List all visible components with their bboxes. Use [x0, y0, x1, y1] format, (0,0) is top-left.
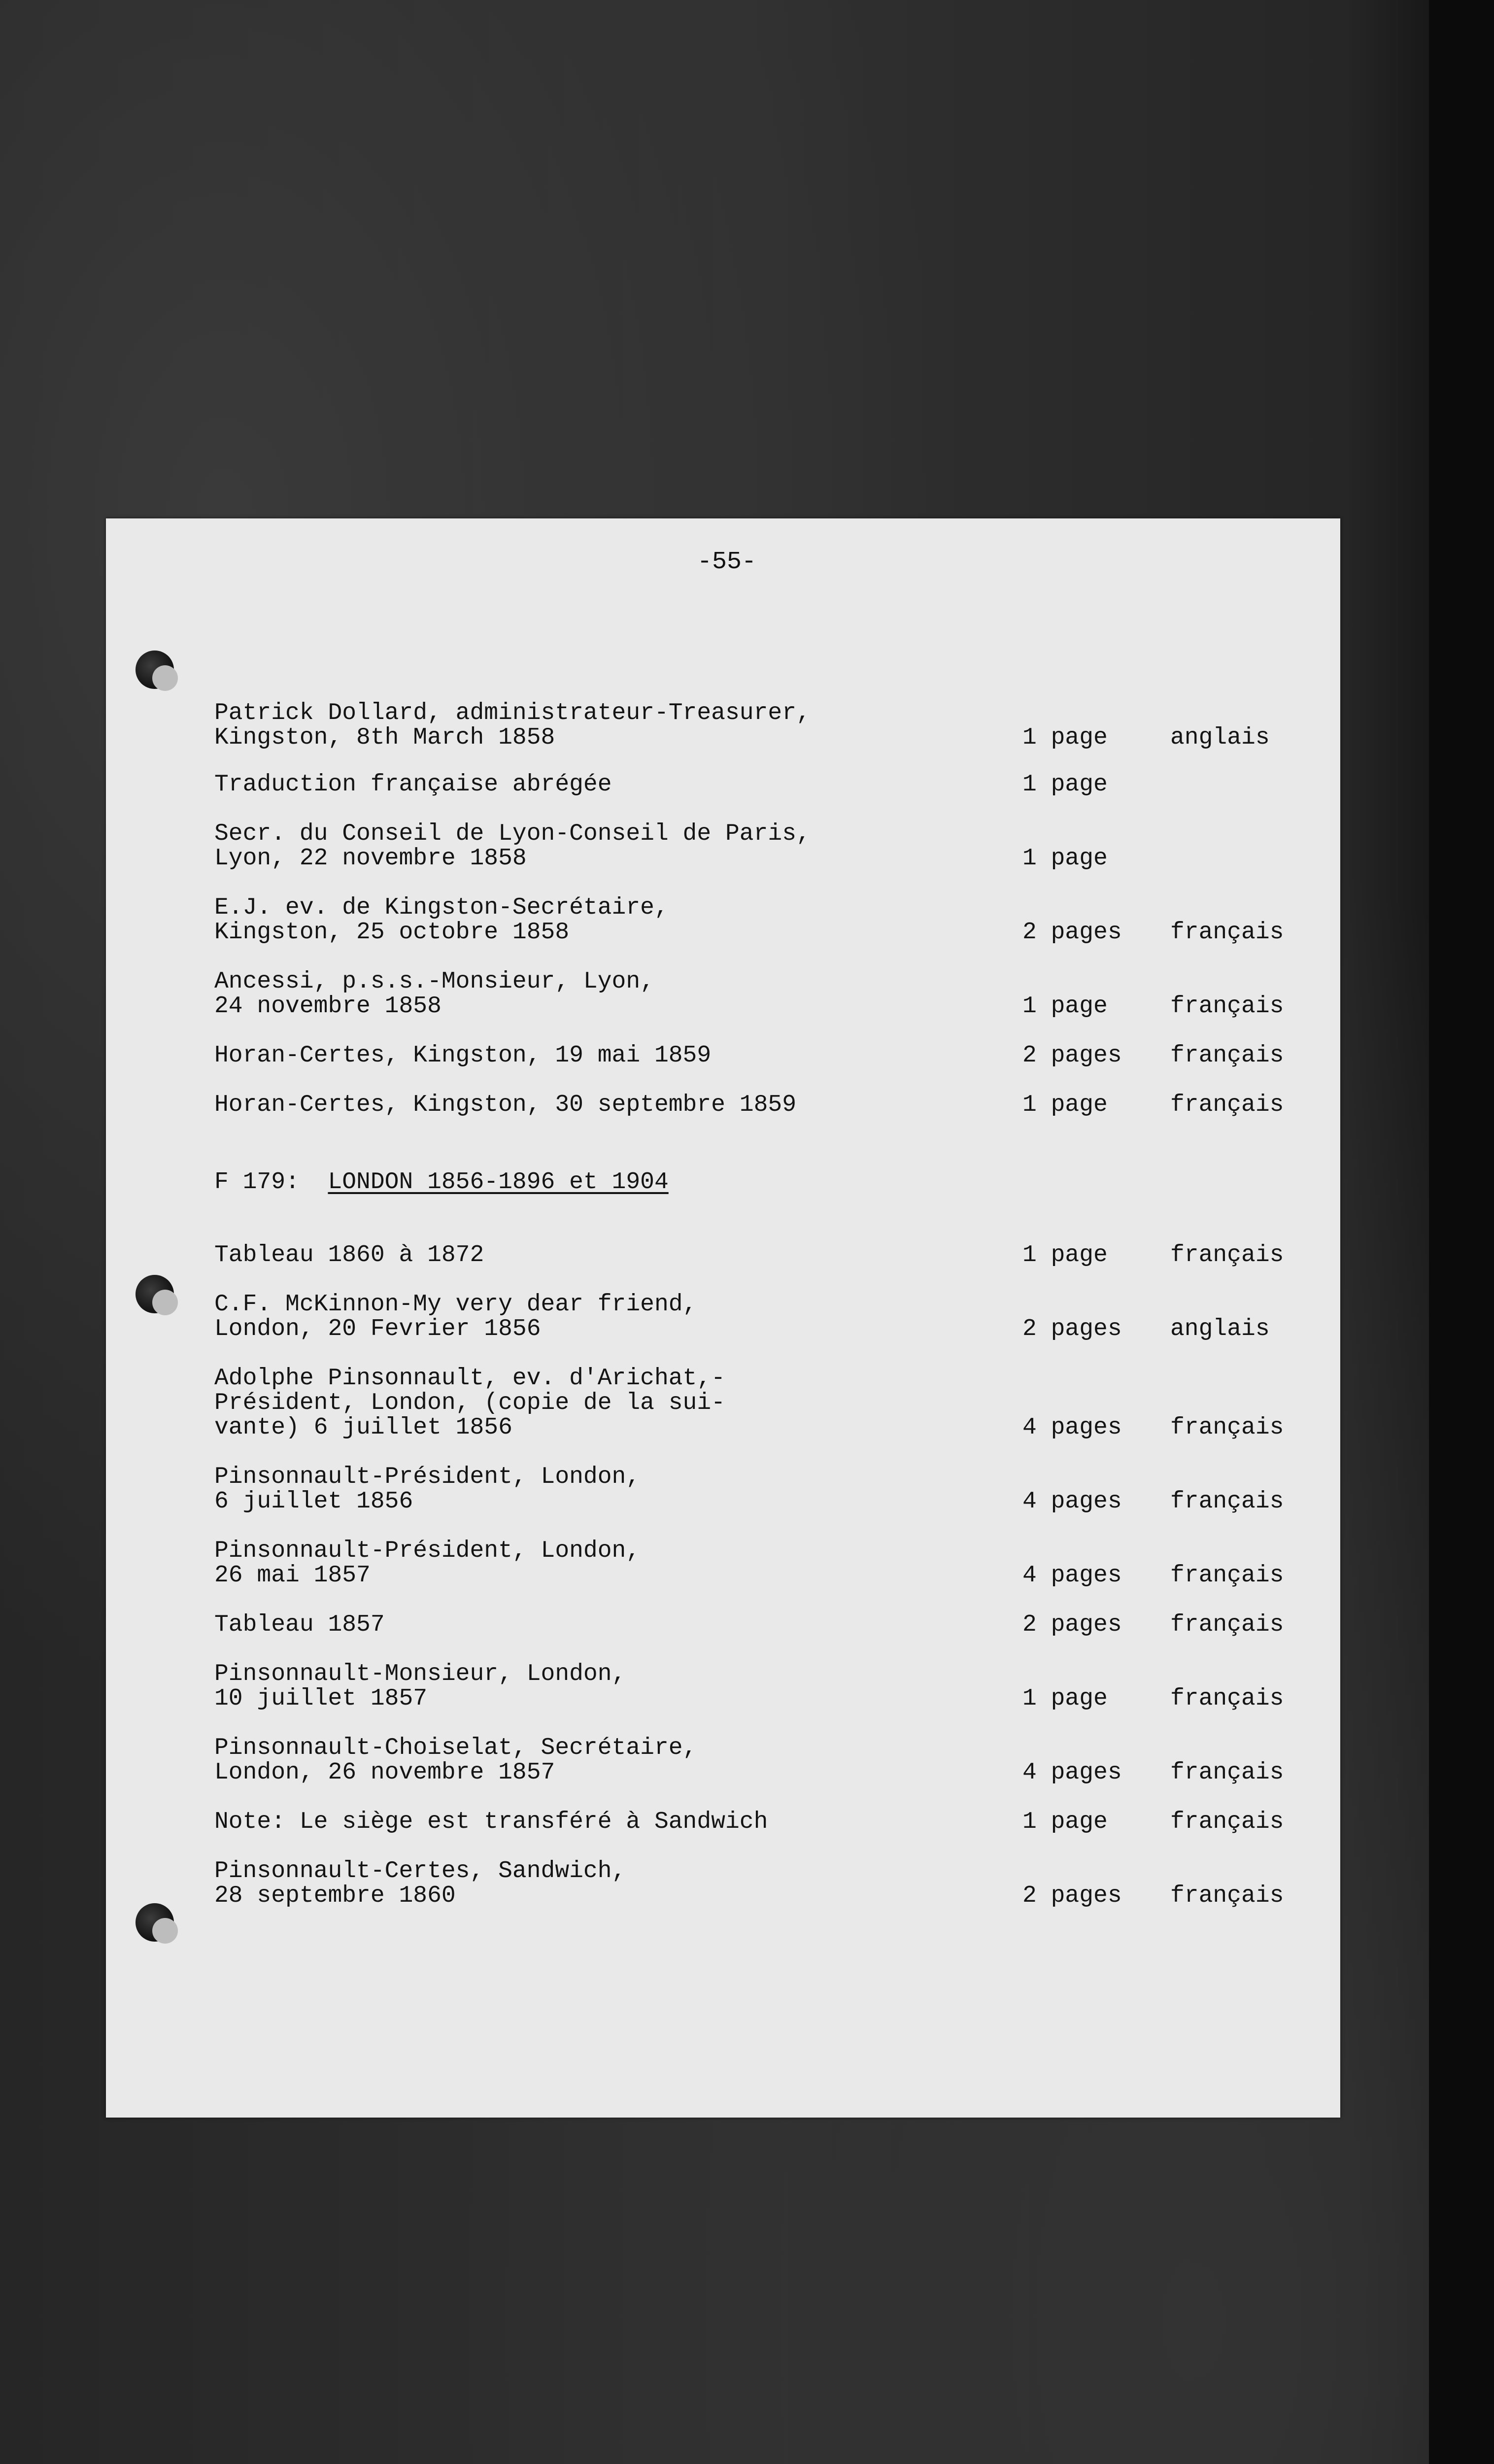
- section-title: LONDON 1856-1896 et 1904: [328, 1169, 669, 1196]
- list-item: [106, 1539, 1340, 1588]
- entry-line: Pinsonnault-Choiselat, Secrétaire,: [214, 1735, 697, 1761]
- entry-line: Pinsonnault-Certes, Sandwich,: [214, 1858, 626, 1884]
- entry-description: [214, 969, 929, 1019]
- entry-page-count: 4 pages: [1022, 1488, 1122, 1515]
- entry-line: 6 juillet 1856: [214, 1488, 413, 1515]
- entry-page-count: 1 page: [1022, 845, 1108, 872]
- entry-line: 26 mai 1857: [214, 1562, 371, 1589]
- entry-description: [214, 821, 929, 871]
- list-item: [106, 772, 1340, 797]
- entry-language: français: [1170, 1809, 1284, 1835]
- entries-list: [106, 518, 1340, 2118]
- entry-line: London, 26 novembre 1857: [214, 1759, 555, 1786]
- entry-line: Horan-Certes, Kingston, 19 mai 1859: [214, 1042, 712, 1069]
- entry-line: Traduction française abrégée: [214, 771, 612, 798]
- entry-language: français: [1170, 1611, 1284, 1638]
- entry-page-count: 1 page: [1022, 771, 1108, 798]
- entry-line: Ancessi, p.s.s.-Monsieur, Lyon,: [214, 968, 654, 995]
- entry-line: Pinsonnault-Monsieur, London,: [214, 1661, 626, 1687]
- list-item: [106, 969, 1340, 1019]
- section-heading: [214, 1169, 669, 1196]
- entry-language: français: [1170, 1092, 1284, 1118]
- entry-description: [214, 1662, 929, 1711]
- entry-line: Lyon, 22 novembre 1858: [214, 845, 527, 872]
- entry-line: 24 novembre 1858: [214, 993, 441, 1020]
- list-item: [106, 1243, 1340, 1267]
- entry-language: français: [1170, 919, 1284, 946]
- entry-language: français: [1170, 993, 1284, 1020]
- entry-line: 10 juillet 1857: [214, 1685, 428, 1712]
- list-item: [106, 1612, 1340, 1637]
- entry-language: anglais: [1170, 1316, 1270, 1342]
- entry-page-count: 2 pages: [1022, 1611, 1122, 1638]
- entry-page-count: 1 page: [1022, 1242, 1108, 1268]
- entry-line: London, 20 Fevrier 1856: [214, 1316, 541, 1342]
- entry-line: Horan-Certes, Kingston, 30 septembre 1859: [214, 1092, 796, 1118]
- entry-description: [214, 1539, 929, 1588]
- document-page: [106, 518, 1340, 2118]
- entry-page-count: 1 page: [1022, 993, 1108, 1020]
- entry-page-count: 1 page: [1022, 1809, 1108, 1835]
- list-item: [106, 821, 1340, 871]
- entry-language: français: [1170, 1759, 1284, 1786]
- list-item: [106, 1859, 1340, 1908]
- list-item: [106, 1810, 1340, 1834]
- entry-line: Tableau 1857: [214, 1611, 385, 1638]
- entry-description: [214, 701, 929, 750]
- entry-line: E.J. ev. de Kingston-Secrétaire,: [214, 894, 669, 921]
- entry-description: [214, 1736, 929, 1785]
- list-item: [106, 1662, 1340, 1711]
- list-item: [106, 1465, 1340, 1514]
- entry-description: [214, 1612, 929, 1637]
- list-item: [106, 1736, 1340, 1785]
- entry-line: 28 septembre 1860: [214, 1882, 456, 1909]
- entry-description: [214, 1043, 929, 1068]
- list-item: [106, 895, 1340, 945]
- entry-page-count: 2 pages: [1022, 1882, 1122, 1909]
- list-item: [106, 1093, 1340, 1117]
- entry-line: Président, London, (copie de la sui-: [214, 1390, 725, 1416]
- entry-language: français: [1170, 1685, 1284, 1712]
- entry-language: français: [1170, 1414, 1284, 1441]
- entry-description: [214, 1093, 929, 1117]
- entry-line: Patrick Dollard, administrateur-Treasurer,: [214, 700, 811, 726]
- entry-line: vante) 6 juillet 1856: [214, 1414, 512, 1441]
- entry-language: français: [1170, 1562, 1284, 1589]
- entry-description: [214, 1243, 929, 1267]
- list-item: [106, 1043, 1340, 1068]
- entry-line: Kingston, 8th March 1858: [214, 724, 555, 751]
- entry-page-count: 2 pages: [1022, 919, 1122, 946]
- entry-page-count: 4 pages: [1022, 1562, 1122, 1589]
- list-item: [106, 701, 1340, 750]
- entry-page-count: 4 pages: [1022, 1759, 1122, 1786]
- entry-description: [214, 1292, 929, 1341]
- entry-language: français: [1170, 1242, 1284, 1268]
- entry-description: [214, 772, 929, 797]
- entry-line: Adolphe Pinsonnault, ev. d'Arichat,-: [214, 1365, 725, 1392]
- entry-line: Secr. du Conseil de Lyon-Conseil de Paris,: [214, 821, 811, 847]
- section-code: F 179:: [214, 1169, 300, 1196]
- entry-line: Tableau 1860 à 1872: [214, 1242, 484, 1268]
- list-item: [106, 1292, 1340, 1341]
- entry-line: C.F. McKinnon-My very dear friend,: [214, 1291, 697, 1318]
- scanner-edge: [1429, 0, 1494, 2464]
- entry-description: [214, 1366, 929, 1440]
- entry-page-count: 4 pages: [1022, 1414, 1122, 1441]
- entry-language: français: [1170, 1042, 1284, 1069]
- entry-language: français: [1170, 1488, 1284, 1515]
- entry-line: Kingston, 25 octobre 1858: [214, 919, 570, 946]
- entry-line: Pinsonnault-Président, London,: [214, 1538, 641, 1564]
- entry-description: [214, 1859, 929, 1908]
- entry-line: Pinsonnault-Président, London,: [214, 1464, 641, 1490]
- entry-line: Note: Le siège est transféré à Sandwich: [214, 1809, 768, 1835]
- entry-page-count: 1 page: [1022, 1685, 1108, 1712]
- entry-page-count: 1 page: [1022, 1092, 1108, 1118]
- entry-description: [214, 1465, 929, 1514]
- entry-language: anglais: [1170, 724, 1270, 751]
- entry-page-count: 1 page: [1022, 724, 1108, 751]
- entry-language: français: [1170, 1882, 1284, 1909]
- page-number: -55-: [697, 548, 757, 576]
- list-item: [106, 1366, 1340, 1440]
- entry-description: [214, 895, 929, 945]
- entry-page-count: 2 pages: [1022, 1042, 1122, 1069]
- entry-description: [214, 1810, 929, 1834]
- entry-page-count: 2 pages: [1022, 1316, 1122, 1342]
